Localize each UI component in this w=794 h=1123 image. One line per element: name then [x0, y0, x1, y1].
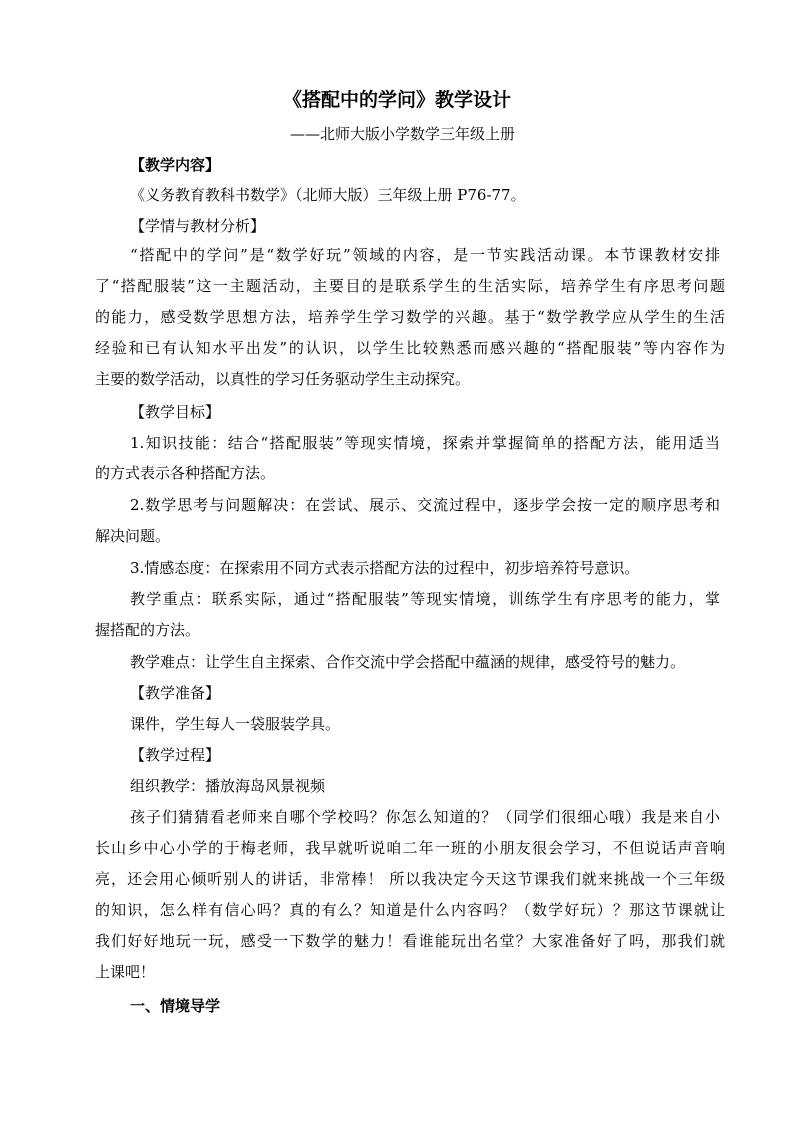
analysis-line: 的能力，感受数学思想方法，培养学生学习数学的兴趣。基于“数学教学应从学生的生活 [95, 308, 725, 326]
key-point-line: 教学重点：联系实际，通过“搭配服装”等现实情境，训练学生有序思考的能力，掌 [130, 590, 720, 608]
analysis-line: 主要的数学活动，以真性的学习任务驱动学生主动探究。 [95, 370, 471, 388]
difficulty-point: 教学难点：让学生自主探索、合作交流中学会搭配中蕴涵的规律，感受符号的魅力。 [130, 653, 686, 671]
document-subtitle: ——北师大版小学数学三年级上册 [290, 125, 516, 143]
document-title: 《搭配中的学问》教学设计 [282, 89, 511, 111]
section-heading-content: 【教学内容】 [130, 156, 221, 174]
prep-text: 课件，学生每人一袋服装学具。 [130, 715, 341, 733]
intro-line: 上课吧！ [95, 963, 156, 981]
goal-line: 3.情感态度：在探索用不同方式表示搭配方法的过程中，初步培养符号意识。 [130, 559, 640, 577]
goal-line: 2.数学思考与问题解决：在尝试、展示、交流过程中，逐步学会按一定的顺序思考和 [130, 496, 720, 514]
analysis-line: “搭配中的学问”是“数学好玩”领域的内容，是一节实践活动课。本节课教材安排 [130, 246, 720, 264]
section-heading-analysis: 【学情与教材分析】 [130, 217, 266, 235]
section-heading-prep: 【教学准备】 [130, 684, 221, 702]
intro-line: 孩子们猜猜看老师来自哪个学校吗？你怎么知道的？（同学们很细心哦）我是来自小 [130, 808, 720, 826]
analysis-line: 了“搭配服装”这一主题活动，主要目的是联系学生的生活实际，培养学生有序思考问题 [95, 277, 725, 295]
intro-line: 我们好好地玩一玩，感受一下数学的魅力！看谁能玩出名堂？大家准备好了吗，那我们就 [95, 932, 725, 950]
section-heading-goals: 【教学目标】 [130, 403, 221, 421]
intro-line: 长山乡中心小学的于梅老师，我早就听说咱二年一班的小朋友很会学习，不但说话声音响 [95, 839, 725, 857]
goal-line: 的方式表示各种搭配方法。 [95, 464, 276, 482]
intro-line: 的知识，怎么样有信心吗？真的有么？知道是什么内容吗？（数学好玩）？那这节课就让 [95, 901, 725, 919]
part1-heading: 一、情境导学 [130, 997, 221, 1015]
content-text: 《义务教育教科书数学》（北师大版）三年级上册 P76-77。 [130, 186, 526, 204]
goal-line: 解决问题。 [95, 527, 171, 545]
intro-line: 亮，还会用心倾听别人的讲话，非常棒！ 所以我决定今天这节课我们就来挑战一个三年级 [95, 870, 725, 888]
goal-line: 1.知识技能：结合“搭配服装”等现实情境，探索并掌握简单的搭配方法，能用适当 [130, 434, 720, 452]
analysis-line: 经验和已有认知水平出发”的认识，以学生比较熟悉而感兴趣的“搭配服装”等内容作为 [95, 339, 725, 357]
section-heading-process: 【教学过程】 [130, 746, 221, 764]
key-point-line: 握搭配的方法。 [95, 621, 201, 639]
organize-text: 组织教学：播放海岛风景视频 [130, 777, 326, 795]
